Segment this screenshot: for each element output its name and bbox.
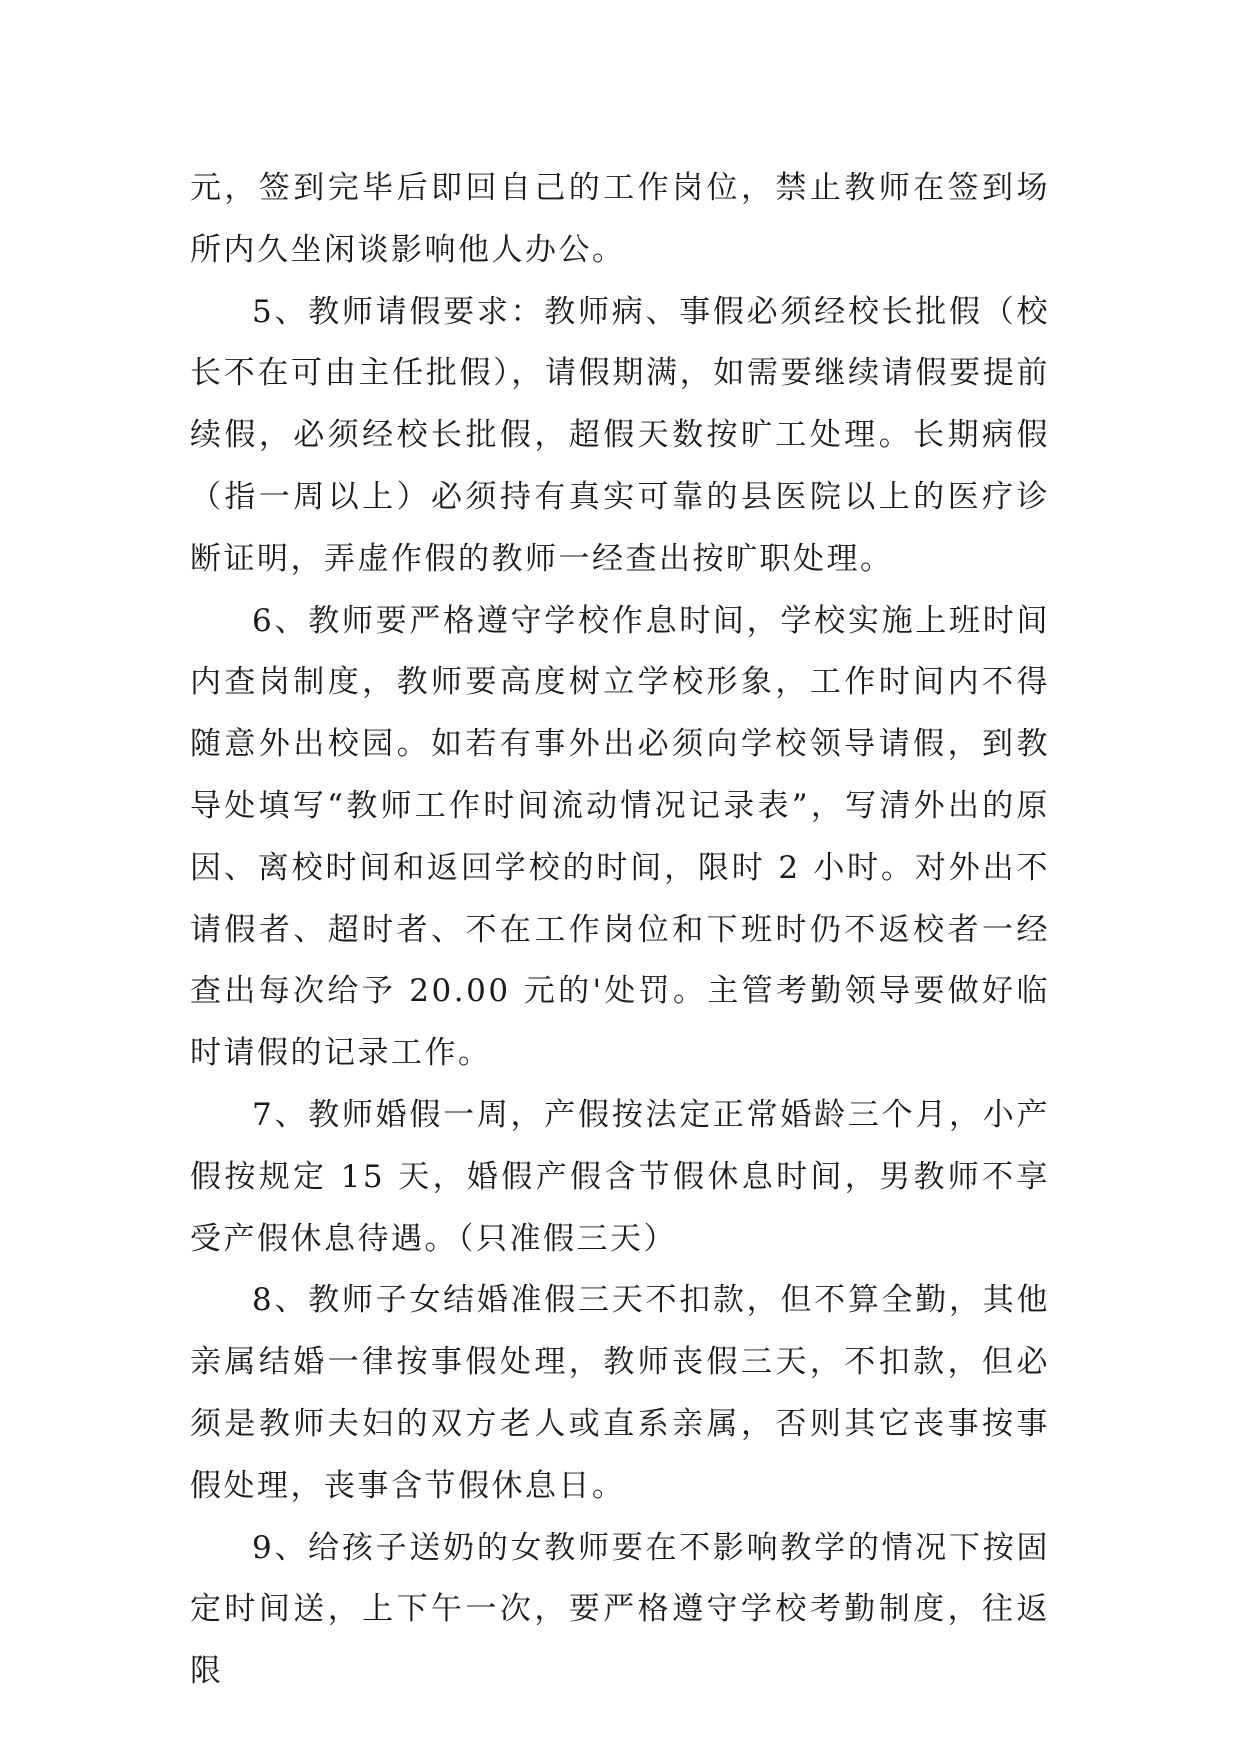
paragraph-item-9: 9、给孩子送奶的女教师要在不影响教学的情况下按固定时间送，上下午一次，要严格遵守学校考勤制度，往返限 (190, 1529, 1050, 1690)
document-body (190, 158, 1050, 1703)
paragraph-continuation: 元，签到完毕后即回自己的工作岗位，禁止教师在签到场所内久坐闲谈影响他人办公。 (190, 170, 1050, 268)
paragraph-item-7: 7、教师婚假一周，产假按法定正常婚龄三个月，小产假按规定 15 天，婚假产假含节假休息时间，男教师不享受产假休息待遇。（只准假三天） (190, 1096, 1050, 1257)
paragraph-item-5: 5、教师请假要求：教师病、事假必须经校长批假（校长不在可由主任批假），请假期满，如需要继续请假要提前续假，必须经校长批假，超假天数按旷工处理。长期病假（指一周以上）必须持有真实可靠的县医院以上的医疗诊断证明，弄虚作假的教师一经查出按旷职处理。 (190, 293, 1050, 577)
paragraph-item-6: 6、教师要严格遵守学校作息时间，学校实施上班时间内查岗制度，教师要高度树立学校形象，工作时间内不得随意外出校园。如若有事外出必须向学校领导请假，到教导处填写“教师工作时间流动情况记录表”，写清外出的原因、离校时间和返回学校的时间，限时 2 小时。对外出不请假者、超时者、不在工作岗位和下班时仍不返校者一经查出每次给予 20.00 元的'处罚。主管考勤领导要做好临时请假的记录工作。 (190, 602, 1050, 1072)
paragraph-item-8: 8、教师子女结婚准假三天不扣款，但不算全勤，其他亲属结婚一律按事假处理，教师丧假三天，不扣款，但必须是教师夫妇的双方老人或直系亲属，否则其它丧事按事假处理，丧事含节假休息日。 (190, 1282, 1050, 1504)
